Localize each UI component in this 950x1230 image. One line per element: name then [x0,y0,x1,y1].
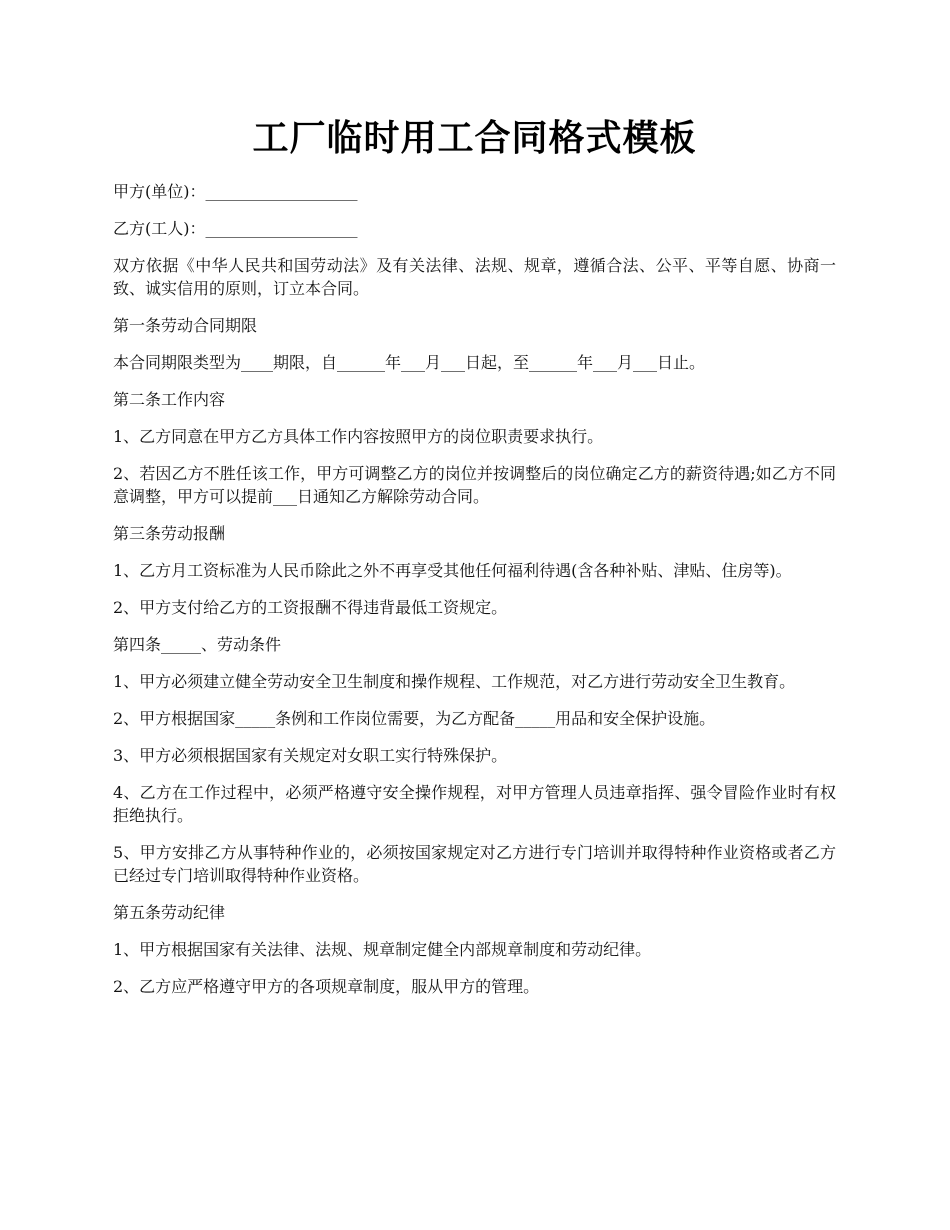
preamble: 双方依据《中华人民共和国劳动法》及有关法律、法规、规章，遵循合法、公平、平等自愿、协商一致、诚实信用的原则，订立本合同。 [113,256,836,298]
article-4-clause-5: 5、甲方安排乙方从事特种作业的，必须按国家规定对乙方进行专门培训并取得特种作业资格或者乙方已经过专门培训取得特种作业资格。 [113,843,836,885]
article-2-clause-2: 2、若因乙方不胜任该工作，甲方可调整乙方的岗位并按调整后的岗位确定乙方的薪资待遇;如乙方不同意调整，甲方可以提前___日通知乙方解除劳动合同。 [113,464,836,506]
document-body [113,180,836,998]
article-3-heading: 第三条劳动报酬 [113,524,226,543]
article-5-clause-1: 1、甲方根据国家有关法律、法规、规章制定健全内部规章制度和劳动纪律。 [113,940,652,959]
party-b-line: 乙方(工人)：___________________ [113,219,358,238]
article-1-heading: 第一条劳动合同期限 [113,316,258,335]
article-3-clause-1: 1、乙方月工资标准为人民币除此之外不再享受其他任何福利待遇(含各种补贴、津贴、住房等)。 [113,561,792,580]
article-5-clause-2: 2、乙方应严格遵守甲方的各项规章制度，服从甲方的管理。 [113,977,540,996]
article-2-clause-1: 1、乙方同意在甲方乙方具体工作内容按照甲方的岗位职责要求执行。 [113,427,604,446]
article-3-clause-2: 2、甲方支付给乙方的工资报酬不得违背最低工资规定。 [113,598,508,617]
article-4-clause-3: 3、甲方必须根据国家有关规定对女职工实行特殊保护。 [113,746,508,765]
article-5-heading: 第五条劳动纪律 [113,903,226,922]
party-a-line: 甲方(单位)：___________________ [113,182,358,201]
article-4-clause-2: 2、甲方根据国家_____条例和工作岗位需要，为乙方配备_____用品和安全保护设施。 [113,709,716,728]
article-1-term: 本合同期限类型为____期限，自______年___月___日起，至______年___月___日止。 [113,353,706,372]
document-title: 工厂临时用工合同格式模板 [252,117,697,159]
article-2-heading: 第二条工作内容 [113,390,226,409]
article-4-clause-4: 4、乙方在工作过程中，必须严格遵守安全操作规程，对甲方管理人员违章指挥、强令冒险作业时有权拒绝执行。 [113,783,836,825]
article-4-heading: 第四条_____、劳动条件 [113,635,282,654]
article-4-clause-1: 1、甲方必须建立健全劳动安全卫生制度和操作规程、工作规范，对乙方进行劳动安全卫生教育。 [113,672,796,691]
